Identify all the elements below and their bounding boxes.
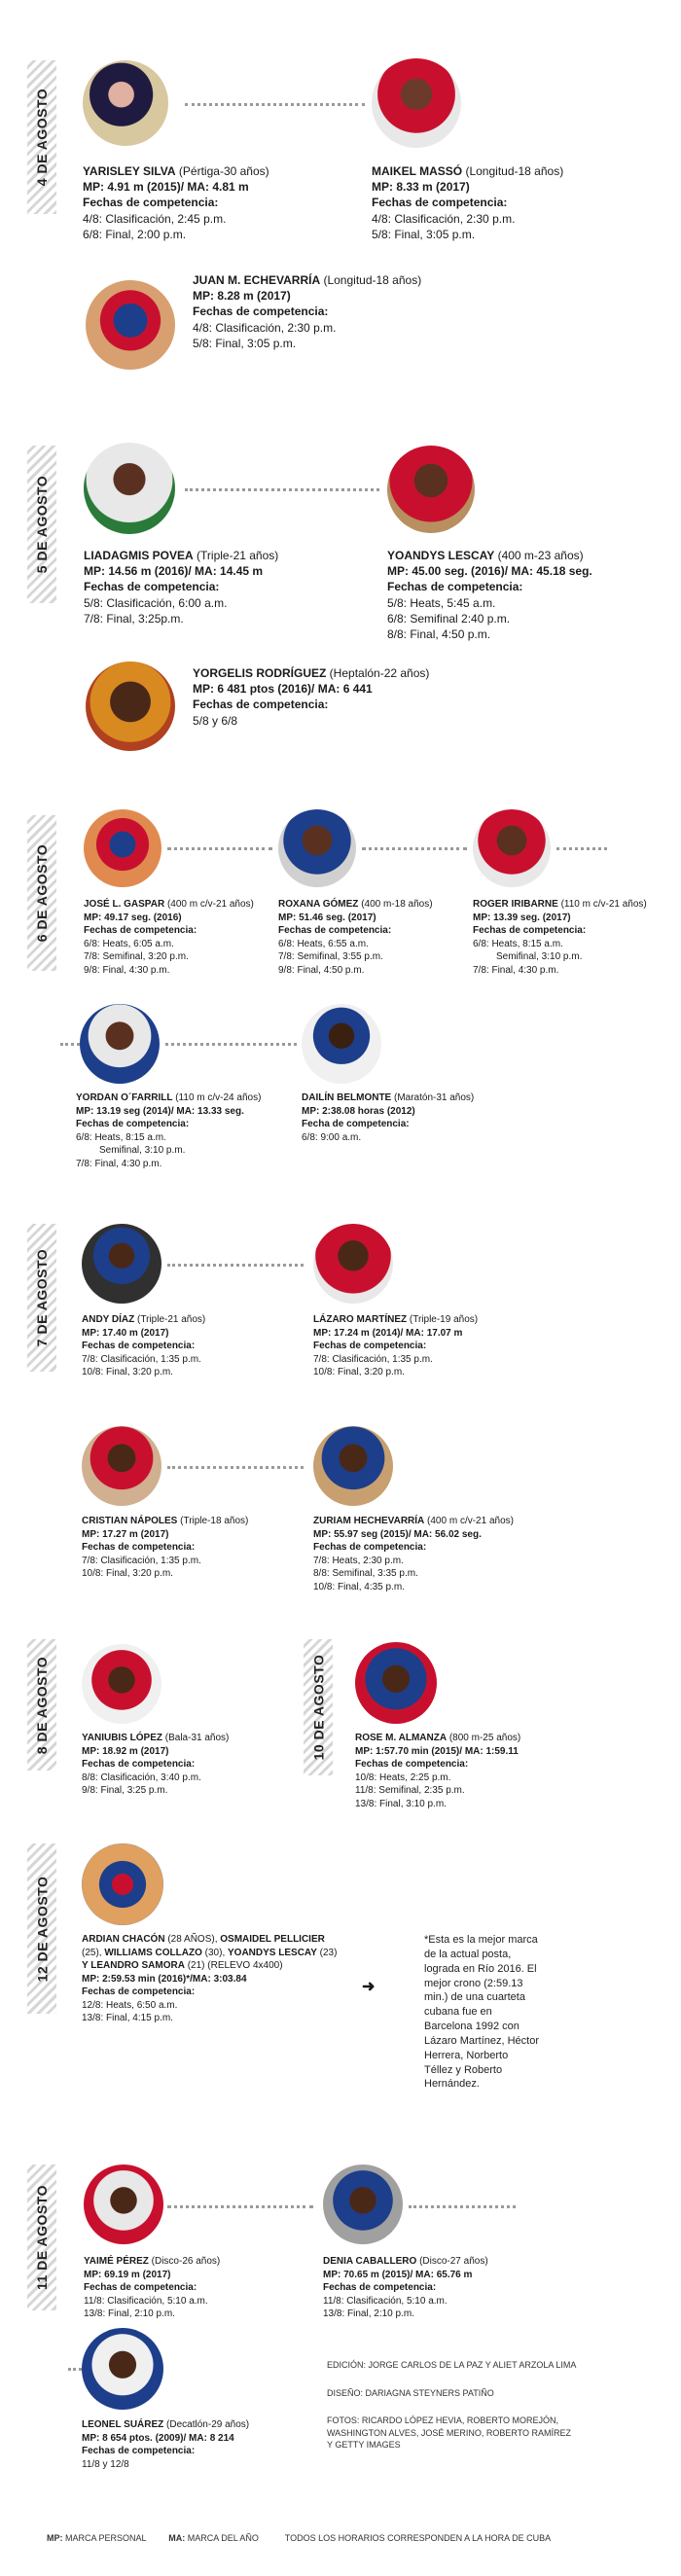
athlete-yaniubis-lopez bbox=[82, 1732, 229, 1798]
athlete-name: YANIUBIS LÓPEZ bbox=[82, 1733, 162, 1743]
athlete-yorgelis-rodriguez bbox=[193, 665, 429, 729]
connector-dots bbox=[167, 1466, 304, 1469]
athlete-desc: (Disco-27 años) bbox=[416, 2256, 488, 2267]
schedule-label: Fechas de competencia: bbox=[372, 196, 508, 210]
athlete-record: MP: 45.00 seg. (2016)/ MA: 45.18 seg. bbox=[387, 564, 592, 579]
event-line: 9/8: Final, 4:50 p.m. bbox=[278, 964, 365, 976]
credits bbox=[327, 2359, 576, 2451]
legend-ma-key: MA: bbox=[168, 2533, 186, 2543]
athlete-desc: (Bala-31 años) bbox=[161, 1733, 230, 1743]
avatar-leonel-suarez bbox=[82, 2328, 163, 2410]
event-line: 4/8: Clasificación, 2:30 p.m. bbox=[372, 211, 516, 226]
relay-member-name: WILLIAMS COLLAZO bbox=[104, 1947, 202, 1958]
athlete-desc: (Disco-26 años) bbox=[148, 2256, 221, 2267]
schedule-label: Fechas de competencia: bbox=[313, 1341, 427, 1351]
event-line: 9/8: Final, 4:30 p.m. bbox=[84, 964, 170, 976]
athlete-name: YAIMÉ PÉREZ bbox=[84, 2256, 149, 2267]
connector-dots bbox=[165, 1043, 297, 1046]
event-line: 11/8: Clasificación, 5:10 a.m. bbox=[84, 2295, 208, 2307]
connector-dots bbox=[167, 847, 272, 850]
avatar-jose-gaspar bbox=[84, 809, 161, 887]
connector-dots bbox=[409, 2205, 516, 2208]
event-line: 10/8: Final, 3:20 p.m. bbox=[82, 1367, 173, 1377]
legend-mp-value: MARCA PERSONAL bbox=[62, 2533, 147, 2543]
event-line: 6/8: Heats, 6:55 a.m. bbox=[278, 938, 369, 949]
event-line: 7/8: Clasificación, 1:35 p.m. bbox=[313, 1353, 433, 1365]
athlete-desc: (110 m c/v-24 años) bbox=[172, 1092, 262, 1103]
avatar-yaime-perez bbox=[84, 2165, 163, 2244]
event-line: 6/8: Heats, 8:15 a.m. bbox=[76, 1131, 166, 1143]
event-line: 7/8: Heats, 2:30 p.m. bbox=[313, 1555, 404, 1566]
relay-member-age: (23) bbox=[316, 1947, 338, 1958]
connector-dots bbox=[362, 847, 467, 850]
athlete-record: MP: 17.24 m (2014)/ MA: 17.07 m bbox=[313, 1327, 463, 1339]
avatar-cristian-napoles bbox=[82, 1426, 161, 1506]
schedule-label: Fechas de competencia: bbox=[82, 1986, 196, 1997]
connector-dots bbox=[167, 1264, 304, 1267]
date-tag-11-agosto: 11 DE AGOSTO bbox=[27, 2165, 56, 2310]
schedule-label: Fechas de competencia: bbox=[193, 698, 329, 712]
event-line: 6/8: Heats, 6:05 a.m. bbox=[84, 938, 174, 949]
avatar-roger-iribarne bbox=[473, 809, 551, 887]
athlete-record: MP: 14.56 m (2016)/ MA: 14.45 m bbox=[84, 564, 264, 579]
athlete-yordan-ofarrill bbox=[76, 1091, 261, 1170]
event-line: 7/8: Final, 4:30 p.m. bbox=[76, 1158, 162, 1169]
schedule-label: Fechas de competencia: bbox=[82, 2446, 196, 2456]
relay-member-age: (30), bbox=[201, 1947, 229, 1958]
schedule-label: Fechas de competencia: bbox=[387, 580, 523, 594]
footer-legend bbox=[47, 2533, 551, 2543]
relay-member-name: OSMAIDEL PELLICIER bbox=[220, 1934, 325, 1945]
athlete-yarisley-silva bbox=[83, 163, 269, 242]
legend-ma-value: MARCA DEL AÑO bbox=[185, 2533, 259, 2543]
athlete-rose-almanza bbox=[355, 1732, 520, 1810]
connector-dots bbox=[167, 2205, 313, 2208]
date-tag-7-agosto: 7 DE AGOSTO bbox=[27, 1224, 56, 1372]
event-line: 7/8: Final, 3:25p.m. bbox=[84, 611, 184, 626]
schedule-label: Fechas de competencia: bbox=[323, 2282, 437, 2293]
athlete-record: MP: 2:38.08 horas (2012) bbox=[302, 1105, 415, 1117]
event-line: 6/8: 9:00 a.m. bbox=[302, 1131, 362, 1143]
event-line: 5/8: Final, 3:05 p.m. bbox=[193, 336, 297, 350]
athlete-desc: (Heptalón-22 años) bbox=[326, 666, 430, 680]
athlete-name: YORGELIS RODRÍGUEZ bbox=[193, 666, 327, 680]
athlete-name: ANDY DÍAZ bbox=[82, 1314, 135, 1325]
athlete-record: MP: 55.97 seg (2015)/ MA: 56.02 seg. bbox=[313, 1528, 482, 1540]
athlete-name: JUAN M. ECHEVARRÍA bbox=[193, 273, 321, 287]
event-line: 8/8: Final, 4:50 p.m. bbox=[387, 626, 491, 641]
athlete-jose-gaspar bbox=[84, 898, 254, 977]
athlete-desc: (800 m-25 años) bbox=[447, 1733, 521, 1743]
athlete-name: DAILÍN BELMONTE bbox=[302, 1092, 392, 1103]
avatar-yordan-ofarrill bbox=[80, 1004, 160, 1084]
athlete-record: MP: 70.65 m (2015)/ MA: 65.76 m bbox=[323, 2269, 473, 2280]
athlete-desc: (Longitud-18 años) bbox=[320, 273, 422, 287]
event-line: 12/8: Heats, 6:50 a.m. bbox=[82, 1999, 178, 2011]
date-tag-10-agosto: 10 DE AGOSTO bbox=[304, 1639, 333, 1775]
athlete-name: ROSE M. ALMANZA bbox=[355, 1733, 448, 1743]
event-line: 5/8: Final, 3:05 p.m. bbox=[372, 227, 476, 241]
event-line: 7/8: Clasificación, 1:35 p.m. bbox=[82, 1555, 201, 1566]
relay-member-age: (25), bbox=[82, 1947, 105, 1958]
schedule-label: Fechas de competencia: bbox=[84, 925, 197, 936]
connector-dots bbox=[185, 103, 365, 106]
athlete-desc: (Triple-18 años) bbox=[177, 1516, 249, 1526]
event-line: 6/8: Semifinal 2:40 p.m. bbox=[387, 611, 511, 626]
credit-diseno: DISEÑO: DARIAGNA STEYNERS PATIÑO bbox=[327, 2387, 494, 2398]
athlete-name: DENIA CABALLERO bbox=[323, 2256, 417, 2267]
avatar-yaniubis-lopez bbox=[82, 1644, 161, 1724]
athlete-name: ROXANA GÓMEZ bbox=[278, 899, 359, 910]
avatar-denia-caballero bbox=[323, 2165, 403, 2244]
event-line: 7/8: Clasificación, 1:35 p.m. bbox=[82, 1353, 201, 1365]
schedule-label: Fechas de competencia: bbox=[82, 1759, 196, 1770]
event-line: 10/8: Heats, 2:25 p.m. bbox=[355, 1771, 451, 1783]
athlete-record: MP: 1:57.70 min (2015)/ MA: 1:59.11 bbox=[355, 1745, 519, 1757]
athlete-desc: (Pértiga-30 años) bbox=[175, 164, 269, 178]
avatar-maikel-masso bbox=[372, 58, 461, 148]
event-line: 9/8: Final, 3:25 p.m. bbox=[82, 1785, 168, 1796]
event-line: Semifinal, 3:10 p.m. bbox=[496, 951, 583, 962]
athlete-record: MP: 13.19 seg (2014)/ MA: 13.33 seg. bbox=[76, 1105, 244, 1117]
avatar-dailin-belmonte bbox=[302, 1004, 381, 1084]
event-line: 7/8: Semifinal, 3:20 p.m. bbox=[84, 951, 189, 962]
event-line: 4/8: Clasificación, 2:45 p.m. bbox=[83, 211, 227, 226]
athlete-name: JOSÉ L. GASPAR bbox=[84, 899, 165, 910]
athlete-record: MP: 8.33 m (2017) bbox=[372, 180, 470, 195]
athlete-name: YOANDYS LESCAY bbox=[387, 549, 495, 562]
athlete-record: MP: 18.92 m (2017) bbox=[82, 1745, 169, 1757]
date-tag-6-agosto: 6 DE AGOSTO bbox=[27, 815, 56, 971]
athlete-record: MP: 69.19 m (2017) bbox=[84, 2269, 171, 2280]
schedule-label: Fechas de competencia: bbox=[473, 925, 587, 936]
credit-fotos: FOTOS: RICARDO LÓPEZ HEVIA, ROBERTO MOREJÓN, bbox=[327, 2415, 559, 2426]
event-line: 10/8: Final, 3:20 p.m. bbox=[82, 1568, 173, 1579]
legend-timezone-note: TODOS LOS HORARIOS CORRESPONDEN A LA HORA DE CUBA bbox=[284, 2533, 552, 2543]
schedule-label: Fechas de competencia: bbox=[355, 1759, 469, 1770]
athlete-record: MP: 6 481 ptos (2016)/ MA: 6 441 bbox=[193, 682, 373, 697]
arrow-right-icon: ➜ bbox=[362, 1979, 376, 1995]
relay-member-name: ARDIAN CHACÓN bbox=[82, 1934, 165, 1945]
athlete-name: LIADAGMIS POVEA bbox=[84, 549, 194, 562]
date-tag-12-agosto: 12 DE AGOSTO bbox=[27, 1843, 56, 2014]
avatar-rose-almanza bbox=[355, 1642, 437, 1724]
relay-member-name: Y LEANDRO SAMORA bbox=[82, 1960, 185, 1971]
athlete-name: YORDAN O´FARRILL bbox=[76, 1092, 173, 1103]
athlete-juan-echevarria bbox=[193, 272, 421, 351]
athlete-yoandys-lescay bbox=[387, 548, 592, 642]
event-line: 7/8: Final, 4:30 p.m. bbox=[473, 964, 559, 976]
event-line: 13/8: Final, 4:15 p.m. bbox=[82, 2013, 173, 2023]
relay-member-age: (28 AÑOS), bbox=[164, 1934, 221, 1945]
athlete-desc: (Triple-19 años) bbox=[407, 1314, 479, 1325]
avatar-yorgelis-rodriguez bbox=[86, 662, 175, 751]
schedule-label: Fechas de competencia: bbox=[84, 2282, 197, 2293]
athlete-zuriam-hechevarria bbox=[313, 1515, 514, 1593]
avatar-zuriam-hechevarria bbox=[313, 1426, 393, 1506]
event-line: 4/8: Clasificación, 2:30 p.m. bbox=[193, 320, 337, 335]
connector-dots bbox=[68, 2368, 82, 2371]
athlete-lazaro-martinez bbox=[313, 1313, 478, 1379]
athlete-desc: (400 m-18 años) bbox=[358, 899, 433, 910]
athlete-record: MP: 8.28 m (2017) bbox=[193, 289, 291, 304]
event-line: 7/8: Semifinal, 3:55 p.m. bbox=[278, 951, 383, 962]
relay-footnote: *Esta es la mejor marca de la actual posta, lograda en Río 2016. El mejor crono (2:59.13 min.) de una cuarteta cubana fue en Barcelona 1992 con Lázaro Martínez, Héctor Herrera, Norberto Téllez y Roberto Hernández. bbox=[424, 1934, 539, 2091]
event-line: 10/8: Final, 4:35 p.m. bbox=[313, 1581, 405, 1592]
athlete-name: LEONEL SUÁREZ bbox=[82, 2419, 164, 2430]
connector-dots bbox=[556, 847, 607, 850]
athlete-record: MP: 8 654 ptos. (2009)/ MA: 8 214 bbox=[82, 2432, 234, 2444]
avatar-yarisley-silva bbox=[83, 60, 168, 146]
date-tag-5-agosto: 5 DE AGOSTO bbox=[27, 446, 56, 603]
date-tag-4-agosto: 4 DE AGOSTO bbox=[27, 60, 56, 214]
schedule-label: Fechas de competencia: bbox=[193, 304, 329, 319]
athlete-maikel-masso bbox=[372, 163, 563, 242]
athlete-record: MP: 51.46 seg. (2017) bbox=[278, 912, 376, 923]
avatar-relay-team bbox=[82, 1843, 163, 1925]
event-line: 8/8: Clasificación, 3:40 p.m. bbox=[82, 1771, 201, 1783]
athlete-record: MP: 49.17 seg. (2016) bbox=[84, 912, 182, 923]
date-tag-8-agosto: 8 DE AGOSTO bbox=[27, 1639, 56, 1771]
athlete-desc: (Decatlón-29 años) bbox=[163, 2419, 250, 2430]
event-line: 11/8: Semifinal, 2:35 p.m. bbox=[355, 1785, 465, 1796]
event-line: 13/8: Final, 2:10 p.m. bbox=[84, 2308, 175, 2319]
athlete-desc: (110 m c/v-21 años) bbox=[557, 899, 647, 910]
event-line: Semifinal, 3:10 p.m. bbox=[99, 1145, 186, 1156]
athlete-name: LÁZARO MARTÍNEZ bbox=[313, 1314, 408, 1325]
event-line: 11/8: Clasificación, 5:10 a.m. bbox=[323, 2295, 448, 2307]
avatar-juan-echevarria bbox=[86, 280, 175, 370]
athlete-relay-4x400 bbox=[82, 1933, 337, 2025]
athlete-name: ZURIAM HECHEVARRÍA bbox=[313, 1516, 425, 1526]
avatar-lazaro-martinez bbox=[313, 1224, 393, 1304]
event-line: 10/8: Final, 3:20 p.m. bbox=[313, 1367, 405, 1377]
schedule-label: Fechas de competencia: bbox=[82, 1542, 196, 1553]
athlete-desc: (Triple-21 años) bbox=[193, 549, 279, 562]
athlete-liadagmis-povea bbox=[84, 548, 278, 626]
athlete-desc: (Longitud-18 años) bbox=[462, 164, 564, 178]
athlete-record: MP: 13.39 seg. (2017) bbox=[473, 912, 571, 923]
avatar-yoandys-lescay bbox=[387, 446, 475, 533]
athlete-yaime-perez bbox=[84, 2255, 220, 2321]
athlete-roxana-gomez bbox=[278, 898, 433, 977]
athlete-record: MP: 17.40 m (2017) bbox=[82, 1327, 169, 1339]
credit-fotos: WASHINGTON ALVES, JOSÉ MERINO, ROBERTO RAMÍREZ bbox=[327, 2427, 572, 2438]
schedule-label: Fecha de competencia: bbox=[302, 1119, 410, 1129]
athlete-name: CRISTIAN NÁPOLES bbox=[82, 1516, 178, 1526]
relay-member-name: YOANDYS LESCAY bbox=[228, 1947, 317, 1958]
schedule-label: Fechas de competencia: bbox=[84, 580, 220, 594]
athlete-name: ROGER IRIBARNE bbox=[473, 899, 558, 910]
athlete-desc: (400 m-23 años) bbox=[494, 549, 584, 562]
schedule-label: Fechas de competencia: bbox=[313, 1542, 427, 1553]
avatar-liadagmis-povea bbox=[84, 443, 175, 534]
athlete-andy-diaz bbox=[82, 1313, 205, 1379]
athlete-dailin-belmonte bbox=[302, 1091, 474, 1144]
athlete-desc: (400 m c/v-21 años) bbox=[424, 1516, 514, 1526]
connector-dots bbox=[185, 488, 379, 491]
schedule-label: Fechas de competencia: bbox=[82, 1341, 196, 1351]
event-line: 5/8: Clasificación, 6:00 a.m. bbox=[84, 595, 228, 610]
athlete-desc: (400 m c/v-21 años) bbox=[164, 899, 254, 910]
schedule-label: Fechas de competencia: bbox=[278, 925, 392, 936]
schedule-label: Fechas de competencia: bbox=[76, 1119, 190, 1129]
relay-event: (21) (RELEVO 4x400) bbox=[184, 1960, 283, 1971]
athlete-name: MAIKEL MASSÓ bbox=[372, 164, 463, 178]
event-line: 8/8: Semifinal, 3:35 p.m. bbox=[313, 1568, 418, 1579]
athlete-leonel-suarez bbox=[82, 2418, 249, 2471]
credit-fotos: Y GETTY IMAGES bbox=[327, 2440, 401, 2451]
event-line: 6/8: Heats, 8:15 a.m. bbox=[473, 938, 563, 949]
avatar-roxana-gomez bbox=[278, 809, 356, 887]
event-line: 13/8: Final, 2:10 p.m. bbox=[323, 2308, 414, 2319]
athlete-record: MP: 4.91 m (2015)/ MA: 4.81 m bbox=[83, 180, 249, 195]
connector-dots bbox=[60, 1043, 80, 1046]
event-line: 5/8 y 6/8 bbox=[193, 713, 238, 728]
event-line: 11/8 y 12/8 bbox=[82, 2458, 129, 2470]
athlete-name: YARISLEY SILVA bbox=[83, 164, 176, 178]
athlete-cristian-napoles bbox=[82, 1515, 248, 1581]
event-line: 5/8: Heats, 5:45 a.m. bbox=[387, 595, 496, 610]
credit-edicion: EDICIÓN: JORGE CARLOS DE LA PAZ Y ALIET ARZOLA LIMA bbox=[327, 2360, 577, 2370]
athlete-roger-iribarne bbox=[473, 898, 647, 977]
athlete-record: MP: 2:59.53 min (2016)*/MA: 3:03.84 bbox=[82, 1973, 247, 1985]
event-line: 13/8: Final, 3:10 p.m. bbox=[355, 1798, 447, 1809]
athlete-desc: (Maratón-31 años) bbox=[391, 1092, 475, 1103]
athlete-desc: (Triple-21 años) bbox=[134, 1314, 206, 1325]
avatar-andy-diaz bbox=[82, 1224, 161, 1304]
athlete-record: MP: 17.27 m (2017) bbox=[82, 1528, 169, 1540]
legend-mp-key: MP: bbox=[47, 2533, 63, 2543]
schedule-label: Fechas de competencia: bbox=[83, 196, 219, 210]
athlete-denia-caballero bbox=[323, 2255, 488, 2321]
event-line: 6/8: Final, 2:00 p.m. bbox=[83, 227, 187, 241]
